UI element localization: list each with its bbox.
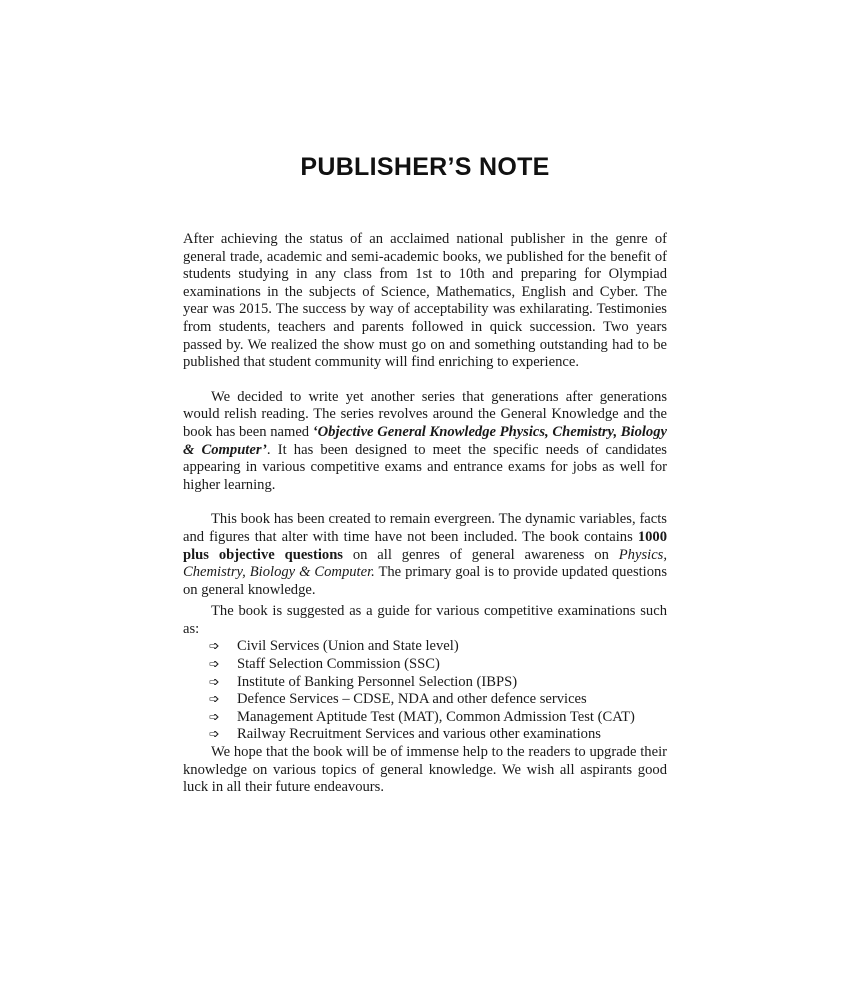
list-item xyxy=(209,709,667,727)
paragraph-evergreen-text: This book has been created to remain evergreen. The dynamic variables, facts and figures that alter with time have not been included. The book contains xyxy=(183,511,667,545)
paragraph-closing: We hope that the book will be of immense help to the readers to upgrade their knowledge on various topics of general knowledge. We wish all aspirants good luck in all their future endeavours. xyxy=(183,744,667,796)
list-item xyxy=(209,691,667,709)
list-item-label: Management Aptitude Test (MAT), Common Admission Test (CAT) xyxy=(237,708,635,725)
list-item xyxy=(209,674,667,692)
note-body xyxy=(183,231,667,797)
book-title: ‘Objective General Knowledge Physics, Chemistry, Biology & Computer’ xyxy=(183,423,667,458)
arrow-right-icon: ➩ xyxy=(209,657,220,673)
list-item xyxy=(209,656,667,674)
paragraph-series-text-end: . It has been designed to meet the specific needs of candidates appearing in various competitive exams and entrance exams for jobs as well for higher learning. xyxy=(183,441,667,493)
paragraph-series xyxy=(183,389,667,495)
arrow-right-icon: ➩ xyxy=(209,692,220,708)
list-item-label: Civil Services (Union and State level) xyxy=(237,638,459,655)
arrow-right-icon: ➩ xyxy=(209,639,220,655)
paragraph-evergreen xyxy=(183,511,667,599)
list-item xyxy=(209,638,667,656)
paragraph-series-text: We decided to write yet another series that generations after generations would relish reading. The series revolves around the General Knowledge and the book has been named xyxy=(183,388,667,440)
list-item-label: Railway Recruitment Services and various other examinations xyxy=(237,726,601,743)
question-count: 1000 plus objective questions xyxy=(183,528,667,563)
list-item xyxy=(209,726,667,744)
list-item-label: Institute of Banking Personnel Selection (IBPS) xyxy=(237,673,518,690)
exam-list xyxy=(183,638,667,744)
subjects-list: Physics, Chemistry, Biology & Computer. xyxy=(183,546,667,581)
list-item-label: Defence Services – CDSE, NDA and other defence services xyxy=(237,691,587,708)
arrow-right-icon: ➩ xyxy=(209,709,220,725)
paragraph-evergreen-middle: on all genres of general awareness on xyxy=(343,546,619,563)
paragraph-guide: The book is suggested as a guide for various competitive examinations such as: xyxy=(183,603,667,637)
list-item-label: Staff Selection Commission (SSC) xyxy=(237,656,440,673)
arrow-right-icon: ➩ xyxy=(209,674,220,690)
arrow-right-icon: ➩ xyxy=(209,727,220,743)
paragraph-evergreen-end: The primary goal is to provide updated questions on general knowledge. xyxy=(183,564,667,598)
page-title: PUBLISHER’S NOTE xyxy=(300,153,550,181)
paragraph-intro: After achieving the status of an acclaimed national publisher in the genre of general trade, academic and semi-academic books, we published for the benefit of students studying in any class from 1st to 10th and preparing for Olympiad examinations in the subjects of Science, Mathematics, English and Cyber. The year was 2015. The success by way of acceptability was exhilarating. Testimonies from students, teachers and parents followed in quick succession. Two years passed by. We realized the show must go on and something outstanding had to be published that student community will find enriching to experience. xyxy=(183,231,667,371)
